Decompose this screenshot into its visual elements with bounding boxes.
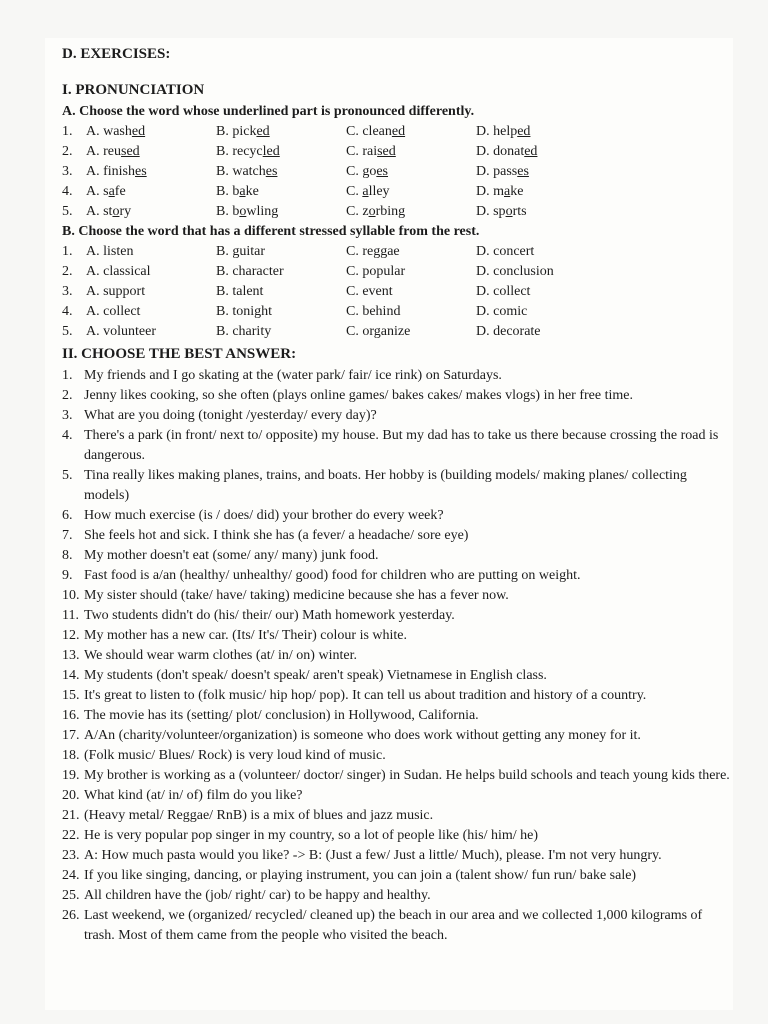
question-number: 6. [62,508,73,523]
question-text: My students (don't speak/ doesn't speak/ aren't speak) Vietnamese in English class. [84,668,547,683]
option-c: C. event [346,284,393,299]
pronunciation-a-row [62,202,732,222]
question-text: My brother is working as a (volunteer/ doctor/ singer) in Sudan. He helps build schools and teach young kids there. [84,768,730,783]
item-number: 4. [62,184,73,199]
item-number: 5. [62,324,73,339]
question-item [62,426,732,466]
question-text: We should wear warm clothes (at/ in/ on) winter. [84,648,357,663]
question-item [62,786,732,806]
question-number: 25. [62,888,80,903]
question-number: 12. [62,628,80,643]
option-c: C. raised [346,144,396,159]
question-number: 10. [62,588,80,603]
question-item [62,466,732,506]
item-number: 2. [62,144,73,159]
question-text: It's great to listen to (folk music/ hip hop/ pop). It can tell us about tradition and history of a country. [84,688,647,703]
option-a: A. collect [86,304,141,319]
pronunciation-b-row [62,242,732,262]
pronunciation-a-row [62,122,732,142]
question-number: 18. [62,748,80,763]
option-b: B. watches [216,164,278,179]
question-text: My mother has a new car. (Its/ It's/ Their) colour is white. [84,628,408,643]
question-item [62,546,732,566]
question-number: 16. [62,708,80,723]
option-d: D. helped [476,124,531,139]
option-c: C. popular [346,264,406,279]
question-number: 8. [62,548,73,563]
question-text: If you like singing, dancing, or playing instrument, you can join a (talent show/ fun run/ bake sale) [84,868,637,883]
item-number: 3. [62,284,73,299]
underlined-part: sed [377,144,396,159]
question-number: 24. [62,868,80,883]
underlined-part: o [112,204,120,219]
pronunciation-b-row [62,322,732,342]
question-item [62,746,732,766]
question-text: He is very popular pop singer in my country, so a lot of people like (his/ him/ he) [84,828,539,843]
option-d: D. make [476,184,524,199]
item-number: 1. [62,244,73,259]
pronunciation-title: I. PRONUNCIATION [62,82,205,98]
item-number: 3. [62,164,73,179]
option-a: A. reused [86,144,140,159]
question-text: What kind (at/ in/ of) film do you like? [84,788,303,803]
underlined-part: a [504,184,511,199]
question-text: Two students didn't do (his/ their/ our) Math homework yesterday. [84,608,455,623]
question-text: A: How much pasta would you like? -> B: (Just a few/ Just a little/ Much), please. I'm not very hungry. [84,848,662,863]
question-item [62,886,732,906]
option-c: C. cleaned [346,124,406,139]
question-item [62,906,732,946]
question-item [62,606,732,626]
part-a-list [62,122,732,222]
question-item [62,366,732,386]
question-item [62,626,732,646]
underlined-part: es [376,164,389,179]
question-item [62,406,732,426]
part-a-title: A. Choose the word whose underlined part is pronounced differently. [62,104,475,119]
underlined-part: ed [391,124,406,139]
option-a: A. finishes [86,164,147,179]
option-c: C. goes [346,164,389,179]
question-number: 9. [62,568,73,583]
pronunciation-b-row [62,282,732,302]
question-item [62,646,732,666]
question-number: 7. [62,528,73,543]
option-c: C. zorbing [346,204,406,219]
question-item [62,726,732,746]
option-b: B. charity [216,324,272,339]
option-d: D. conclusion [476,264,554,279]
option-c: C. behind [346,304,401,319]
question-number: 20. [62,788,80,803]
option-a: A. listen [86,244,134,259]
question-list [62,366,732,946]
question-item [62,386,732,406]
underlined-part: o [505,204,513,219]
pronunciation-a-row [62,182,732,202]
underlined-part: a [239,184,246,199]
underlined-part: led [262,144,280,159]
question-text: (Heavy metal/ Reggae/ RnB) is a mix of blues and jazz music. [84,808,434,823]
question-number: 14. [62,668,80,683]
question-number: 21. [62,808,80,823]
question-text: (Folk music/ Blues/ Rock) is very loud kind of music. [84,748,386,763]
question-item [62,566,732,586]
pronunciation-b-row [62,302,732,322]
question-number: 26. [62,908,80,923]
option-d: D. concert [476,244,535,259]
underlined-part: ed [256,124,270,139]
option-d: D. collect [476,284,531,299]
question-number: 1. [62,368,73,383]
option-d: D. donated [476,144,538,159]
pronunciation-a-row [62,162,732,182]
underlined-part: o [368,204,376,219]
best-answer-title: II. CHOOSE THE BEST ANSWER: [62,346,297,362]
question-number: 23. [62,848,80,863]
option-a: A. washed [86,124,146,139]
question-item [62,826,732,846]
option-a: A. safe [86,184,126,199]
underlined-part: ed [517,124,531,139]
underlined-part: o [239,204,247,219]
question-text: Fast food is a/an (healthy/ unhealthy/ good) food for children who are putting on weight. [84,568,581,583]
question-item [62,866,732,886]
question-text: All children have the (job/ right/ car) to be happy and healthy. [84,888,431,903]
option-a: A. story [86,204,132,219]
question-text: A/An (charity/volunteer/organization) is someone who does work without getting any money for it. [84,728,641,743]
part-b-title: B. Choose the word that has a different stressed syllable from the rest. [62,224,480,239]
underlined-part: a [362,184,369,199]
underlined-part: ed [131,124,146,139]
option-a: A. classical [86,264,151,279]
option-d: D. comic [476,304,528,319]
option-b: B. guitar [216,244,265,259]
underlined-part: es [265,164,278,179]
part-b-list [62,242,732,342]
option-b: B. talent [216,284,264,299]
option-c: C. organize [346,324,411,339]
option-b: B. bake [216,184,259,199]
question-text: She feels hot and sick. I think she has (a fever/ a headache/ sore eye) [84,528,469,543]
pronunciation-b-row [62,262,732,282]
underlined-part: sed [121,144,140,159]
item-number: 2. [62,264,73,279]
option-c: C. alley [346,184,390,199]
option-b: B. character [216,264,284,279]
question-number: 13. [62,648,80,663]
option-a: A. support [86,284,146,299]
question-item [62,806,732,826]
question-text: There's a park (in front/ next to/ opposite) my house. But my dad has to take us there because crossing the road is dangerous. [84,428,719,463]
question-number: 4. [62,428,73,443]
option-d: D. sports [476,204,527,219]
underlined-part: es [517,164,529,179]
question-text: My sister should (take/ have/ taking) medicine because she has a fever now. [84,588,509,603]
option-b: B. picked [216,124,270,139]
question-number: 2. [62,388,73,403]
question-text: What are you doing (tonight /yesterday/ every day)? [84,408,377,423]
question-text: Jenny likes cooking, so she often (plays online games/ bakes cakes/ makes vlogs) in her free time. [84,388,633,403]
underlined-part: a [108,184,115,199]
option-d: D. decorate [476,324,541,339]
question-number: 15. [62,688,80,703]
item-number: 5. [62,204,73,219]
question-number: 22. [62,828,80,843]
option-d: D. passes [476,164,529,179]
worksheet-content [62,44,732,946]
question-item [62,526,732,546]
question-number: 11. [62,608,79,623]
pronunciation-a-row [62,142,732,162]
question-number: 5. [62,468,73,483]
question-item [62,586,732,606]
question-item [62,666,732,686]
question-number: 19. [62,768,80,783]
section-heading: D. EXERCISES: [62,46,171,62]
item-number: 4. [62,304,73,319]
option-c: C. reggae [346,244,400,259]
question-text: My friends and I go skating at the (water park/ fair/ ice rink) on Saturdays. [84,368,502,383]
option-b: B. bowling [216,204,279,219]
question-number: 17. [62,728,80,743]
option-b: B. tonight [216,304,273,319]
question-text: How much exercise (is / does/ did) your brother do every week? [84,508,444,523]
question-item [62,846,732,866]
question-item [62,506,732,526]
question-text: The movie has its (setting/ plot/ conclusion) in Hollywood, California. [84,708,479,723]
item-number: 1. [62,124,73,139]
question-text: Tina really likes making planes, trains, and boats. Her hobby is (building models/ making planes/ collecting models) [84,468,687,503]
underlined-part: ed [524,144,538,159]
question-item [62,766,732,786]
question-item [62,686,732,706]
option-a: A. volunteer [86,324,156,339]
question-number: 3. [62,408,73,423]
option-b: B. recycled [216,144,280,159]
question-text: Last weekend, we (organized/ recycled/ cleaned up) the beach in our area and we collected 1,000 kilograms of trash. Most of them came from the people who visited the beach. [84,908,703,943]
underlined-part: es [135,164,147,179]
question-item [62,706,732,726]
question-text: My mother doesn't eat (some/ any/ many) junk food. [84,548,379,563]
